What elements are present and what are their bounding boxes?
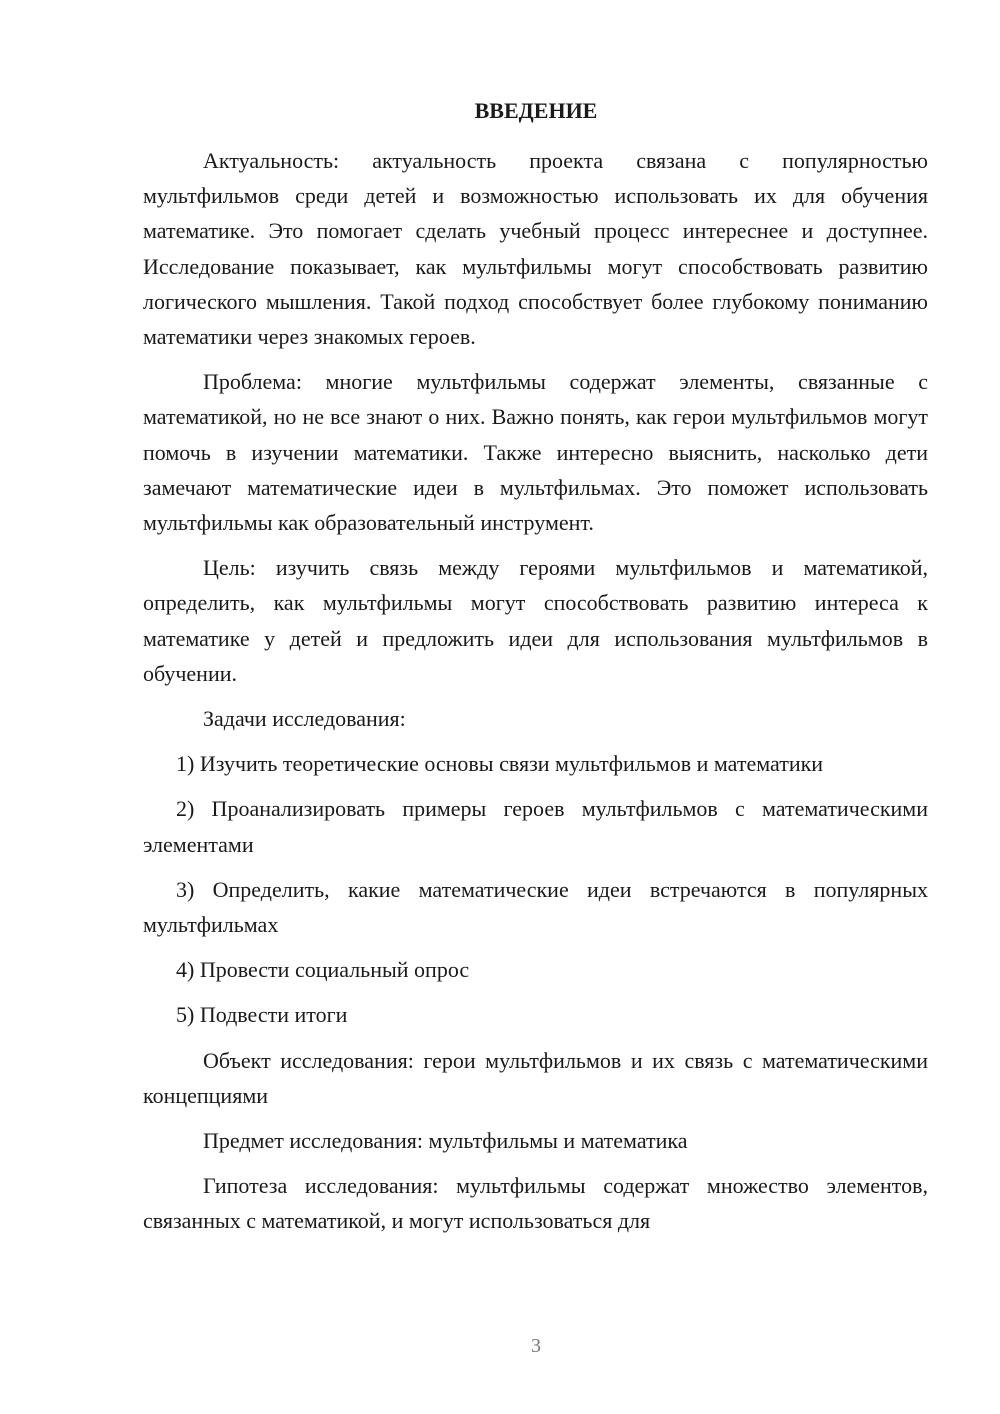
relevance-paragraph: Актуальность: актуальность проекта связана с популярностью мультфильмов среди детей и возможностью использовать их для обучения математике. Это помогает сделать учебный процесс интереснее и доступнее. Исследование показывает, как мультфильмы могут способствовать развитию логического мышления. Такой подход способствует более глубокому пониманию математики через знакомых героев.	[143, 148, 928, 350]
task-item: 4) Провести социальный опрос	[176, 957, 470, 983]
tasks-heading: Задачи исследования:	[203, 706, 406, 732]
section-heading: ВВЕДЕНИЕ	[474, 98, 598, 123]
task-item: 5) Подвести итоги	[176, 1002, 348, 1028]
page-number: 3	[531, 1335, 541, 1357]
task-item: 1) Изучить теоретические основы связи мультфильмов и математики	[176, 751, 824, 777]
document-body	[143, 143, 928, 1249]
problem-paragraph: Проблема: многие мультфильмы содержат элементы, связанные с математикой, но не все знают о них. Важно понять, как герои мультфильмов могут помочь в изучении математики. Также интересно выяснить, насколько дети замечают математические идеи в мультфильмах. Это поможет использовать мультфильмы как образовательный инструмент.	[143, 369, 928, 536]
subject-paragraph: Предмет исследования: мультфильмы и математика	[203, 1128, 688, 1154]
task-item: 3) Определить, какие математические идеи встречаются в популярных мультфильмах	[143, 876, 928, 938]
object-paragraph: Объект исследования: герои мультфильмов и их связь с математическими концепциями	[143, 1047, 928, 1108]
task-item: 2) Проанализировать примеры героев мультфильмов с математическими элементами	[143, 796, 928, 857]
goal-paragraph: Цель: изучить связь между героями мультфильмов и математикой, определить, как мультфильмы могут способствовать развитию интереса к математике у детей и предложить идеи для использования мультфильмов в обучении.	[143, 555, 928, 686]
hypothesis-paragraph: Гипотеза исследования: мультфильмы содержат множество элементов, связанных с математикой, и могут использоваться для	[143, 1173, 928, 1234]
